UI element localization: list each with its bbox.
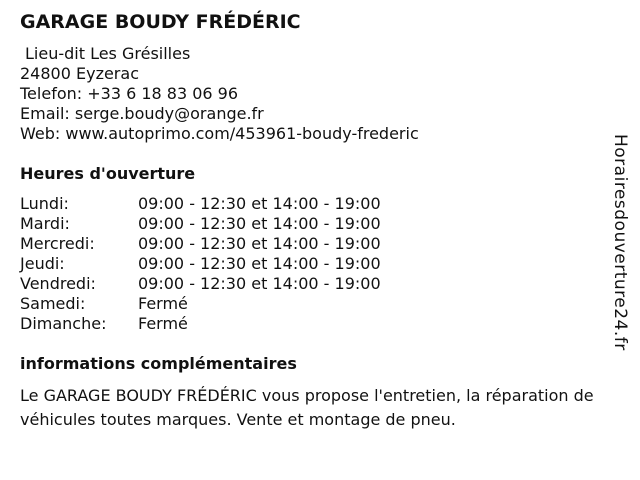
- day-label: Jeudi:: [20, 254, 65, 273]
- hours-row-samedi: [20, 294, 610, 314]
- day-label: Mercredi:: [20, 234, 95, 253]
- day-label: Dimanche:: [20, 314, 107, 333]
- hours-row-mardi: [20, 214, 610, 234]
- contact-block: [20, 44, 610, 144]
- side-brand-watermark: Horairesdouverture24.fr: [610, 134, 630, 351]
- phone-line: Telefon: +33 6 18 83 06 96: [20, 84, 239, 103]
- day-label: Mardi:: [20, 214, 70, 233]
- day-hours: Fermé: [138, 294, 188, 313]
- day-hours: 09:00 - 12:30 et 14:00 - 19:00: [138, 234, 381, 253]
- web-line: Web: www.autoprimo.com/453961-boudy-frederic: [20, 124, 419, 143]
- email-line: Email: serge.boudy@orange.fr: [20, 104, 264, 123]
- day-label: Vendredi:: [20, 274, 96, 293]
- info-text: Le GARAGE BOUDY FRÉDÉRIC vous propose l'entretien, la réparation de véhicules toutes marques. Vente et montage de pneu.: [20, 386, 594, 429]
- hours-row-lundi: [20, 194, 610, 214]
- day-label: Lundi:: [20, 194, 69, 213]
- day-hours: 09:00 - 12:30 et 14:00 - 19:00: [138, 254, 381, 273]
- hours-row-dimanche: [20, 314, 610, 334]
- hours-heading: Heures d'ouverture: [20, 164, 196, 183]
- day-hours: 09:00 - 12:30 et 14:00 - 19:00: [138, 194, 381, 213]
- hours-table: [20, 194, 610, 334]
- hours-row-jeudi: [20, 254, 610, 274]
- day-hours: Fermé: [138, 314, 188, 333]
- business-name: GARAGE BOUDY FRÉDÉRIC: [20, 11, 301, 33]
- day-hours: 09:00 - 12:30 et 14:00 - 19:00: [138, 274, 381, 293]
- hours-row-mercredi: [20, 234, 610, 254]
- info-heading: informations complémentaires: [20, 354, 297, 373]
- address-street: Lieu-dit Les Grésilles: [25, 44, 191, 63]
- hours-row-vendredi: [20, 274, 610, 294]
- day-hours: 09:00 - 12:30 et 14:00 - 19:00: [138, 214, 381, 233]
- business-listing: [20, 8, 610, 432]
- day-label: Samedi:: [20, 294, 86, 313]
- address-city: 24800 Eyzerac: [20, 64, 139, 83]
